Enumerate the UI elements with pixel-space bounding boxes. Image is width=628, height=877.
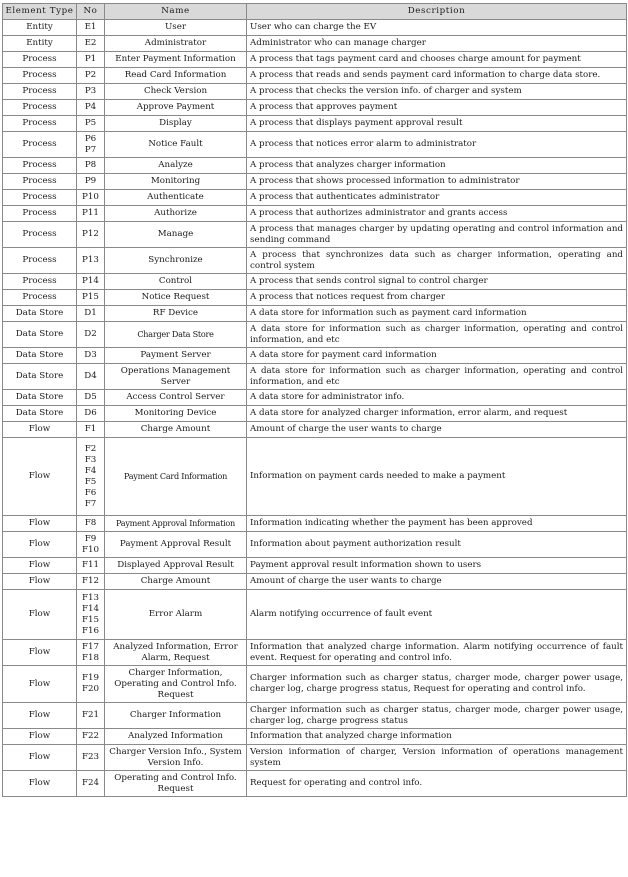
element-no: F21 xyxy=(81,710,100,720)
element-type-cell: Process xyxy=(3,274,77,290)
element-no: F6 xyxy=(84,487,97,498)
element-no: F11 xyxy=(81,560,100,570)
element-no: F17 xyxy=(81,641,100,652)
element-description-cell: A process that authorizes administrator and grants access xyxy=(247,206,627,222)
element-no: F3 xyxy=(84,454,97,465)
element-description-cell: Amount of charge the user wants to charge xyxy=(247,422,627,438)
element-description-cell: Information about payment authorization result xyxy=(247,532,627,558)
element-description-cell: A process that approves payment xyxy=(247,100,627,116)
element-description-cell: A process that checks the version info. of charger and system xyxy=(247,84,627,100)
element-description-cell: A process that displays payment approval result xyxy=(247,116,627,132)
element-no: F2 xyxy=(84,443,97,454)
table-row xyxy=(3,36,627,52)
element-description-cell: Information that analyzed charge information. Alarm notifying occurrence of fault event. Request for operating and control info. xyxy=(247,640,627,666)
element-no: F20 xyxy=(81,684,100,694)
element-no: P11 xyxy=(82,208,99,218)
element-no: F15 xyxy=(81,614,100,625)
element-no-cell xyxy=(77,84,105,100)
table-row xyxy=(3,116,627,132)
header-element-type: Element Type xyxy=(3,4,77,20)
element-name-cell: Analyzed Information, Error Alarm, Request xyxy=(105,640,247,666)
element-no: D4 xyxy=(84,371,97,381)
element-name-cell: Charge Amount xyxy=(105,422,247,438)
element-name-cell: Payment Approval Information xyxy=(105,516,247,532)
table-row xyxy=(3,222,627,248)
element-description-cell: A data store for analyzed charger information, error alarm, and request xyxy=(247,406,627,422)
element-description-cell: A data store for payment card information xyxy=(247,348,627,364)
element-name-cell: RF Device xyxy=(105,306,247,322)
element-description-cell: A process that authenticates administrator xyxy=(247,190,627,206)
element-no-cell xyxy=(77,36,105,52)
element-no-cell xyxy=(77,745,105,771)
element-type-cell: Process xyxy=(3,190,77,206)
element-description-cell: A process that sends control signal to control charger xyxy=(247,274,627,290)
element-type-cell: Entity xyxy=(3,36,77,52)
element-name-cell: Check Version xyxy=(105,84,247,100)
element-type-cell: Flow xyxy=(3,729,77,745)
table-row xyxy=(3,132,627,158)
element-description-cell: Payment approval result information shown to users xyxy=(247,558,627,574)
element-no: P10 xyxy=(82,192,99,202)
element-type-cell: Data Store xyxy=(3,306,77,322)
element-name-cell: Displayed Approval Result xyxy=(105,558,247,574)
element-no: F4 xyxy=(84,465,97,476)
element-no-cell xyxy=(77,20,105,36)
element-no: D3 xyxy=(84,350,97,360)
table-row xyxy=(3,558,627,574)
element-no: F10 xyxy=(81,544,100,555)
element-name-cell: Monitoring Device xyxy=(105,406,247,422)
element-no-cell xyxy=(77,116,105,132)
element-type-cell: Process xyxy=(3,116,77,132)
element-no: F18 xyxy=(81,652,100,663)
element-description-cell: A process that reads and sends payment card information to charge data store. xyxy=(247,68,627,84)
element-no: P14 xyxy=(82,276,99,286)
element-description-cell: Amount of charge the user wants to charge xyxy=(247,574,627,590)
element-description-cell: Request for operating and control info. xyxy=(247,771,627,797)
element-no-cell xyxy=(77,222,105,248)
element-no: E2 xyxy=(84,38,97,48)
element-description-cell: Charger information such as charger status, charger mode, charger power usage, charger log, charge progress status xyxy=(247,703,627,729)
element-no: F7 xyxy=(84,498,97,509)
element-type-cell: Flow xyxy=(3,666,77,703)
element-no-cell xyxy=(77,322,105,348)
table-row xyxy=(3,248,627,274)
dfd-elements-table xyxy=(2,3,627,797)
table-row xyxy=(3,364,627,390)
element-no: F1 xyxy=(84,424,97,434)
element-no-cell xyxy=(77,729,105,745)
element-no: P1 xyxy=(84,54,97,64)
element-no-cell xyxy=(77,406,105,422)
table-row xyxy=(3,422,627,438)
element-no: P2 xyxy=(84,70,97,80)
element-no: F5 xyxy=(84,476,97,487)
element-description-cell: A process that tags payment card and chooses charge amount for payment xyxy=(247,52,627,68)
element-no-cell xyxy=(77,771,105,797)
element-name-cell: Display xyxy=(105,116,247,132)
element-type-cell: Data Store xyxy=(3,322,77,348)
element-no-cell xyxy=(77,666,105,703)
element-name-cell: Charge Amount xyxy=(105,574,247,590)
element-type-cell: Flow xyxy=(3,574,77,590)
element-no: F14 xyxy=(81,603,100,614)
element-type-cell: Flow xyxy=(3,640,77,666)
table-row xyxy=(3,348,627,364)
element-no-cell xyxy=(77,574,105,590)
table-row xyxy=(3,290,627,306)
element-type-cell: Process xyxy=(3,222,77,248)
element-no-cell xyxy=(77,52,105,68)
element-type-cell: Flow xyxy=(3,558,77,574)
element-name-cell: Authenticate xyxy=(105,190,247,206)
header-name: Name xyxy=(105,4,247,20)
element-no: F23 xyxy=(81,752,100,762)
element-no: P8 xyxy=(84,160,97,170)
element-no-cell xyxy=(77,206,105,222)
header-description: Description xyxy=(247,4,627,20)
element-no-cell xyxy=(77,390,105,406)
element-name-cell: Approve Payment xyxy=(105,100,247,116)
element-type-cell: Process xyxy=(3,206,77,222)
element-no: F9 xyxy=(84,533,97,544)
element-name-cell: Notice Request xyxy=(105,290,247,306)
element-type-cell: Process xyxy=(3,100,77,116)
element-description-cell: A process that notices request from charger xyxy=(247,290,627,306)
element-type-cell: Flow xyxy=(3,745,77,771)
element-name-cell: Authorize xyxy=(105,206,247,222)
table-row xyxy=(3,158,627,174)
element-description-cell: Version information of charger, Version information of operations management system xyxy=(247,745,627,771)
element-type-cell: Process xyxy=(3,84,77,100)
element-no-cell xyxy=(77,306,105,322)
element-no: P9 xyxy=(84,176,97,186)
element-no: P12 xyxy=(82,229,99,239)
element-description-cell: A data store for information such as charger information, operating and control information, and etc xyxy=(247,364,627,390)
header-no: No xyxy=(77,4,105,20)
table-row xyxy=(3,771,627,797)
table-row xyxy=(3,703,627,729)
element-name-cell: Manage xyxy=(105,222,247,248)
element-description-cell: Information on payment cards needed to make a payment xyxy=(247,438,627,516)
element-description-cell: Administrator who can manage charger xyxy=(247,36,627,52)
table-body xyxy=(3,20,627,797)
table-row xyxy=(3,574,627,590)
element-type-cell: Process xyxy=(3,248,77,274)
element-type-cell: Flow xyxy=(3,532,77,558)
element-name-cell: Charger Information, Operating and Control Info. Request xyxy=(105,666,247,703)
element-no: F16 xyxy=(81,625,100,636)
element-no: P6 xyxy=(84,133,97,144)
element-name-cell: Charger Version Info., System Version Info. xyxy=(105,745,247,771)
element-description-cell: A data store for information such as payment card information xyxy=(247,306,627,322)
element-no: F22 xyxy=(81,731,100,741)
element-no: F19 xyxy=(81,673,100,683)
element-no: P5 xyxy=(84,118,97,128)
table-row xyxy=(3,438,627,516)
element-description-cell: Charger information such as charger status, charger mode, charger power usage, charger log, charge progress status, Request for operating and control info. xyxy=(247,666,627,703)
element-no: P15 xyxy=(82,292,99,302)
element-no-cell xyxy=(77,703,105,729)
element-no: P13 xyxy=(82,255,99,265)
element-name-cell: Synchronize xyxy=(105,248,247,274)
table-row xyxy=(3,190,627,206)
table-row xyxy=(3,274,627,290)
element-name-cell: Enter Payment Information xyxy=(105,52,247,68)
table-row xyxy=(3,406,627,422)
element-no-cell xyxy=(77,438,105,516)
element-no: D5 xyxy=(84,392,97,402)
element-name-cell: Charger Information xyxy=(105,703,247,729)
element-no-cell xyxy=(77,422,105,438)
element-no: F13 xyxy=(81,592,100,603)
table-row xyxy=(3,84,627,100)
element-type-cell: Entity xyxy=(3,20,77,36)
element-no: P4 xyxy=(84,102,97,112)
element-no-cell xyxy=(77,590,105,640)
element-name-cell: Analyzed Information xyxy=(105,729,247,745)
table-row xyxy=(3,640,627,666)
element-name-cell: Operations Management Server xyxy=(105,364,247,390)
element-no-cell xyxy=(77,174,105,190)
element-no-cell xyxy=(77,248,105,274)
table-row xyxy=(3,100,627,116)
element-no-cell xyxy=(77,640,105,666)
element-no: E1 xyxy=(84,22,97,32)
element-type-cell: Flow xyxy=(3,703,77,729)
element-description-cell: A process that synchronizes data such as charger information, operating and control system xyxy=(247,248,627,274)
element-type-cell: Flow xyxy=(3,771,77,797)
element-type-cell: Data Store xyxy=(3,348,77,364)
element-type-cell: Process xyxy=(3,158,77,174)
element-description-cell: A process that shows processed information to administrator xyxy=(247,174,627,190)
table-row xyxy=(3,20,627,36)
element-type-cell: Process xyxy=(3,132,77,158)
element-no-cell xyxy=(77,274,105,290)
element-type-cell: Data Store xyxy=(3,364,77,390)
element-type-cell: Process xyxy=(3,52,77,68)
element-no-cell xyxy=(77,132,105,158)
element-name-cell: Administrator xyxy=(105,36,247,52)
table-row xyxy=(3,52,627,68)
element-no-cell xyxy=(77,364,105,390)
element-no-cell xyxy=(77,68,105,84)
element-name-cell: User xyxy=(105,20,247,36)
element-no: D1 xyxy=(84,308,97,318)
table-row xyxy=(3,68,627,84)
element-name-cell: Notice Fault xyxy=(105,132,247,158)
element-type-cell: Process xyxy=(3,290,77,306)
element-type-cell: Data Store xyxy=(3,390,77,406)
element-name-cell: Control xyxy=(105,274,247,290)
table-row xyxy=(3,306,627,322)
element-name-cell: Charger Data Store xyxy=(105,322,247,348)
element-no: F12 xyxy=(81,576,100,586)
element-no-cell xyxy=(77,290,105,306)
element-description-cell: A process that manages charger by updating operating and control information and sending command xyxy=(247,222,627,248)
table-row xyxy=(3,729,627,745)
element-type-cell: Process xyxy=(3,174,77,190)
element-description-cell: A process that analyzes charger information xyxy=(247,158,627,174)
element-name-cell: Payment Server xyxy=(105,348,247,364)
element-name-cell: Monitoring xyxy=(105,174,247,190)
element-type-cell: Data Store xyxy=(3,406,77,422)
element-no: P7 xyxy=(84,144,97,155)
element-no: F8 xyxy=(84,518,97,528)
table-row xyxy=(3,174,627,190)
element-no-cell xyxy=(77,190,105,206)
table-row xyxy=(3,516,627,532)
table-row xyxy=(3,590,627,640)
element-description-cell: A data store for administrator info. xyxy=(247,390,627,406)
element-name-cell: Payment Card Information xyxy=(105,438,247,516)
element-description-cell: Information indicating whether the payment has been approved xyxy=(247,516,627,532)
element-no: F24 xyxy=(81,778,100,788)
element-type-cell: Flow xyxy=(3,590,77,640)
element-no-cell xyxy=(77,348,105,364)
element-no: D2 xyxy=(84,329,97,339)
element-type-cell: Flow xyxy=(3,422,77,438)
element-no-cell xyxy=(77,100,105,116)
element-description-cell: A process that notices error alarm to administrator xyxy=(247,132,627,158)
element-type-cell: Flow xyxy=(3,438,77,516)
table-row xyxy=(3,532,627,558)
table-row xyxy=(3,390,627,406)
element-name-cell: Operating and Control Info. Request xyxy=(105,771,247,797)
header-row xyxy=(3,4,627,20)
element-name-cell: Error Alarm xyxy=(105,590,247,640)
element-description-cell: A data store for information such as charger information, operating and control information, and etc xyxy=(247,322,627,348)
element-no: D6 xyxy=(84,408,97,418)
element-name-cell: Payment Approval Result xyxy=(105,532,247,558)
table-row xyxy=(3,745,627,771)
element-no: P3 xyxy=(84,86,97,96)
element-name-cell: Access Control Server xyxy=(105,390,247,406)
element-type-cell: Process xyxy=(3,68,77,84)
element-no-cell xyxy=(77,558,105,574)
element-no-cell xyxy=(77,516,105,532)
element-description-cell: Information that analyzed charge information xyxy=(247,729,627,745)
element-type-cell: Flow xyxy=(3,516,77,532)
element-description-cell: Alarm notifying occurrence of fault event xyxy=(247,590,627,640)
element-description-cell: User who can charge the EV xyxy=(247,20,627,36)
table-row xyxy=(3,666,627,703)
table-row xyxy=(3,322,627,348)
element-no-cell xyxy=(77,158,105,174)
element-name-cell: Analyze xyxy=(105,158,247,174)
element-name-cell: Read Card Information xyxy=(105,68,247,84)
table-row xyxy=(3,206,627,222)
element-no-cell xyxy=(77,532,105,558)
